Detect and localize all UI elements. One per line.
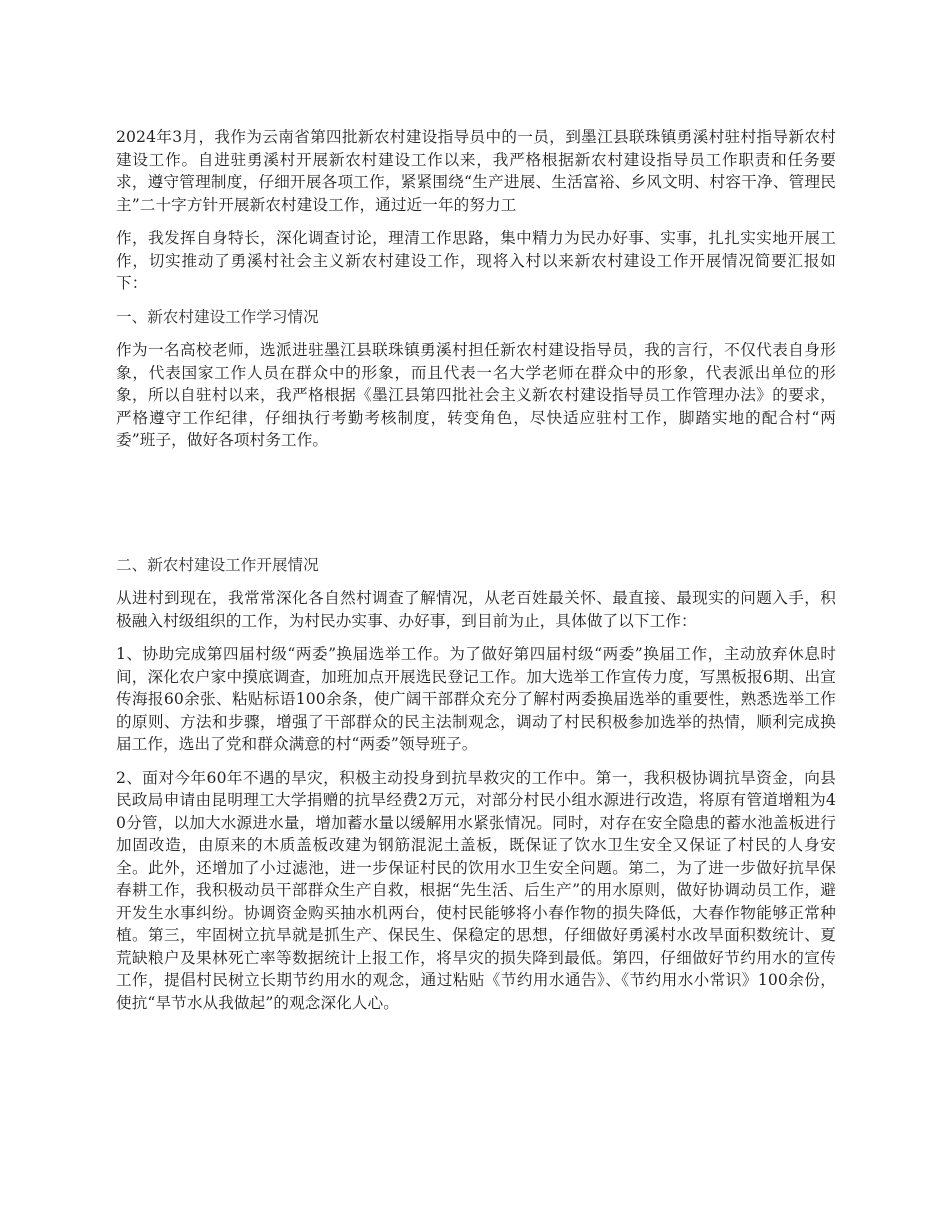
document-page [116, 126, 836, 1014]
section-2-heading: 二、新农村建设工作开展情况 [116, 555, 319, 574]
section-2-paragraph-1: 从进村到现在，我常常深化各自然村调查了解情况，从老百姓最关怀、最直接、最现实的问题入手，积极融入村级组织的工作，为村民办实事、办好事，到目前为止，具体做了以下工作： [116, 589, 836, 630]
intro-paragraph-2: 作，我发挥自身特长，深化调查讨论，理清工作思路，集中精力为民办好事、实事，扎扎实实地开展工作，切实推动了勇溪村社会主义新农村建设工作，现将入村以来新农村建设工作开展情况简要汇报如下： [116, 229, 836, 292]
section-1-heading: 一、新农村建设工作学习情况 [116, 307, 319, 326]
section-2-paragraph-3: 2、面对今年60年不遇的旱灾，积极主动投身到抗旱救灾的工作中。第一，我积极协调抗旱资金，向县民政局申请由昆明理工大学捐赠的抗旱经费2万元，对部分村民小组水源进行改造，将原有管道增粗为40分管，以加大水源进水量，增加蓄水量以缓解用水紧张情况。同时，对存在安全隐患的蓄水池盖板进行加固改造，由原来的木质盖板改建为钢筋混泥土盖板，既保证了饮水卫生安全又保证了村民的人身安全。此外，还增加了小过滤池，进一步保证村民的饮用水卫生安全问题。第二，为了进一步做好抗旱保春耕工作，我积极动员干部群众生产自救，根据“先生活、后生产”的用水原则，做好协调动员工作，避开发生水事纠纷。协调资金购买抽水机两台，使村民能够将小春作物的损失降低，大春作物能够正常种植。第三，牢固树立抗旱就是抓生产、保民生、保稳定的思想，仔细做好勇溪村水改旱面积数统计、夏荒缺粮户及果林死亡率等数据统计上报工作，将旱灾的损失降到最低。第四，仔细做好节约用水的宣传工作，提倡村民树立长期节约用水的观念，通过粘贴《节约用水通告》、《节约用水小常识》100余份，使抗“旱节水从我做起”的观念深化人心。 [116, 768, 836, 1012]
section-2-paragraph-2: 1、协助完成第四届村级“两委”换届选举工作。为了做好第四届村级“两委”换届工作，主动放弃休息时间，深化农户家中摸底调查，加班加点开展选民登记工作。加大选举工作宣传力度，写黑板报6期、出宣传海报60余张、粘贴标语100余条，使广阔干部群众充分了解村两委换届选举的重要性，熟悉选举工作的原则、方法和步骤，增强了干部群众的民主法制观念，调动了村民积极参加选举的热情，顺利完成换届工作，选出了党和群众满意的村“两委”领导班子。 [116, 645, 836, 753]
section-1-paragraph: 作为一名高校老师，选派进驻墨江县联珠镇勇溪村担任新农村建设指导员，我的言行，不仅代表自身形象，代表国家工作人员在群众中的形象，而且代表一名大学老师在群众中的形象，代表派出单位的形象，所以自驻村以来，我严格根据《墨江县第四批社会主义新农村建设指导员工作管理办法》的要求，严格遵守工作纪律，仔细执行考勤考核制度，转变角色，尽快适应驻村工作，脚踏实地的配合村“两委”班子，做好各项村务工作。 [116, 341, 836, 449]
intro-paragraph-1: 2024年3月，我作为云南省第四批新农村建设指导员中的一员，到墨江县联珠镇勇溪村驻村指导新农村建设工作。自进驻勇溪村开展新农村建设工作以来，我严格根据新农村建设指导员工作职责和任务要求，遵守管理制度，仔细开展各项工作，紧紧围绕“生产进展、生活富裕、乡风文明、村容干净、管理民主”二十字方针开展新农村建设工作，通过近一年的努力工 [116, 128, 836, 214]
